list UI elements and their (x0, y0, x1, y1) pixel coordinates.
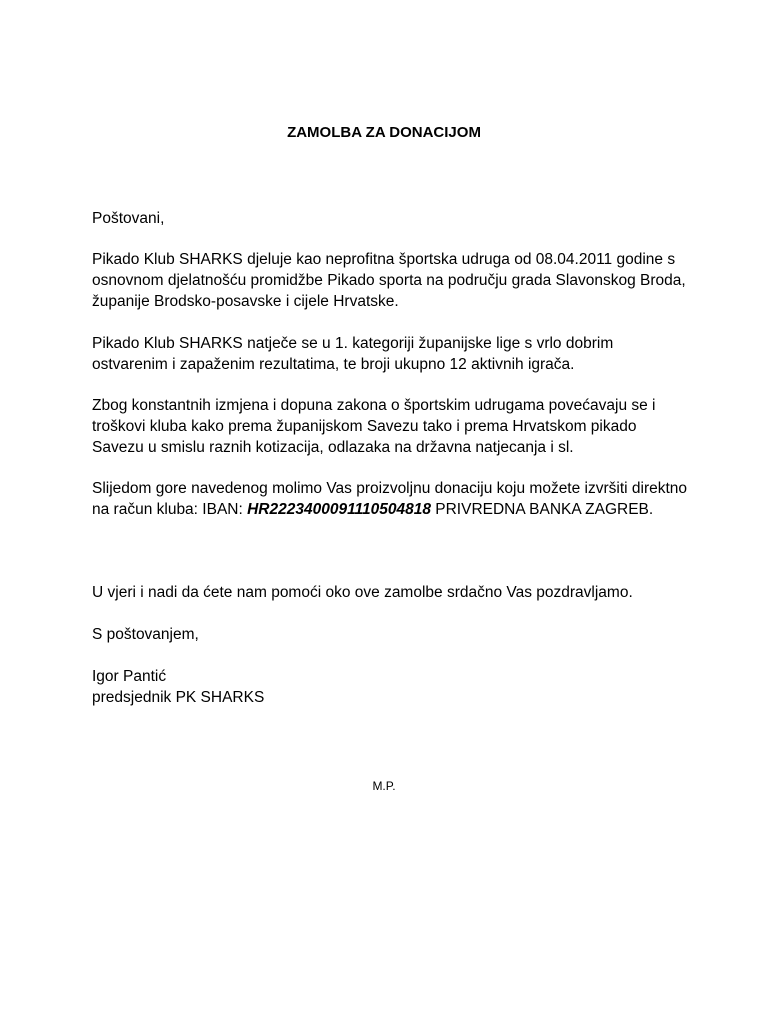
closing-salutation: S poštovanjem, (92, 626, 199, 643)
signature-block (92, 666, 692, 708)
greeting: Poštovani, (92, 210, 165, 227)
stamp-placeholder: M.P. (372, 779, 396, 793)
paragraph-club-intro: Pikado Klub SHARKS djeluje kao neprofitna športska udruga od 08.04.2011 godine s osnovnom djelatnošću promidžbe Pikado sporta na području grada Slavonskog Broda, županije Brodsko-posavske i cijele Hrvatske. (92, 251, 686, 310)
paragraph-donation-request (92, 478, 692, 520)
donation-request-text: Slijedom gore navedenog molimo Vas proizvoljnu donaciju koju možete izvršiti direktno na račun kluba: IBAN: (92, 480, 688, 518)
paragraph-costs: Zbog konstantnih izmjena i dopuna zakona o športskim udrugama povećavaju se i troškovi kluba kako prema županijskom Savezu tako i prema Hrvatskom pikado Savezu u smislu raznih kotizacija, odlazaka na državna natjecanja i sl. (92, 397, 656, 456)
paragraph-greeting-close: U vjeri i nadi da ćete nam pomoći oko ove zamolbe srdačno Vas pozdravljamo. (92, 584, 633, 601)
signature-title: predsjednik PK SHARKS (92, 689, 265, 706)
paragraph-league-results: Pikado Klub SHARKS natječe se u 1. kategoriji županijske lige s vrlo dobrim ostvarenim i zapaženim rezultatima, te broji ukupno 12 aktivnih igrača. (92, 335, 614, 373)
bank-name: PRIVREDNA BANKA ZAGREB. (430, 501, 654, 518)
document-title: ZAMOLBA ZA DONACIJOM (287, 124, 481, 141)
iban-number: HR2223400091110504818 (247, 501, 431, 518)
signature-name: Igor Pantić (92, 668, 167, 685)
